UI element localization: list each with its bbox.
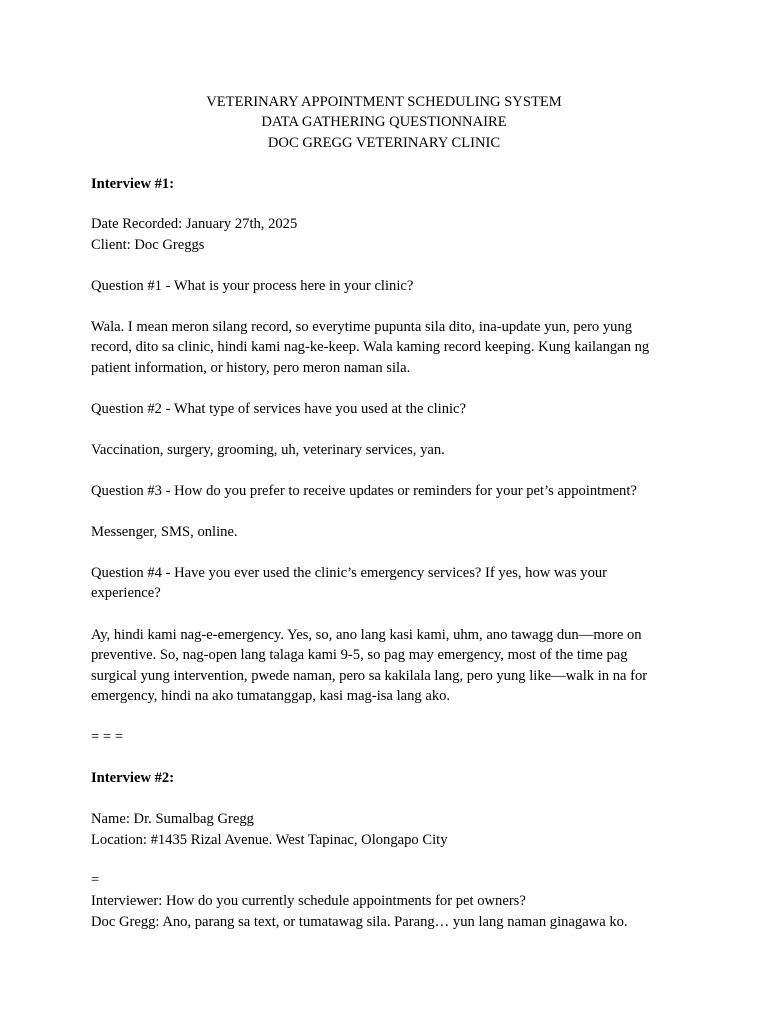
answer-1-line: patient information, or history, pero meron naman sila. [91,360,411,376]
doc-title: VETERINARY APPOINTMENT SCHEDULING SYSTEM [206,94,562,110]
doc-subtitle: DATA GATHERING QUESTIONNAIRE [261,114,507,130]
answer-1-line: record, dito sa clinic, hindi kami nag-ke-keep. Wala kaming record keeping. Kung kailangan ng [91,339,650,355]
client-line: Client: Doc Greggs [91,237,205,253]
section-separator: = = = [91,729,123,745]
answer-4-line: Ay, hindi kami nag-e-emergency. Yes, so, ano lang kasi kami, uhm, ano tawagg dun—more on [91,627,642,643]
interviewer-line: Interviewer: How do you currently schedule appointments for pet owners? [91,893,526,909]
date-recorded: Date Recorded: January 27th, 2025 [91,216,298,232]
answer-4-line: emergency, hindi na ako tumatanggap, kasi mag-isa lang ako. [91,688,451,704]
interviewee-name: Name: Dr. Sumalbag Gregg [91,811,254,827]
separator: = [91,872,100,888]
interview-1-heading: Interview #1: [91,176,175,192]
answer-4-line: surgical yung intervention, pwede naman, pero sa kakilala lang, pero yung like—walk in na for [91,668,648,684]
question-2: Question #2 - What type of services have you used at the clinic? [91,401,466,417]
answer-3: Messenger, SMS, online. [91,524,238,540]
answer-4-line: preventive. So, nag-open lang talaga kami 9-5, so pag may emergency, most of the time pag [91,647,628,663]
question-4-line: Question #4 - Have you ever used the clinic’s emergency services? If yes, how was your [91,565,608,581]
answer-1-line: Wala. I mean meron silang record, so everytime pupunta sila dito, ina-update yun, pero yung [91,319,633,335]
doc-gregg-line: Doc Gregg: Ano, parang sa text, or tumatawag sila. Parang… yun lang naman ginagawa ko. [91,914,628,930]
interview-location: Location: #1435 Rizal Avenue. West Tapinac, Olongapo City [91,832,448,848]
question-4-line: experience? [91,585,161,601]
question-1: Question #1 - What is your process here in your clinic? [91,278,414,294]
answer-2: Vaccination, surgery, grooming, uh, veterinary services, yan. [91,442,445,458]
question-3: Question #3 - How do you prefer to receive updates or reminders for your pet’s appointment? [91,483,637,499]
clinic-name: DOC GREGG VETERINARY CLINIC [267,135,501,151]
interview-2-heading: Interview #2: [91,770,175,786]
